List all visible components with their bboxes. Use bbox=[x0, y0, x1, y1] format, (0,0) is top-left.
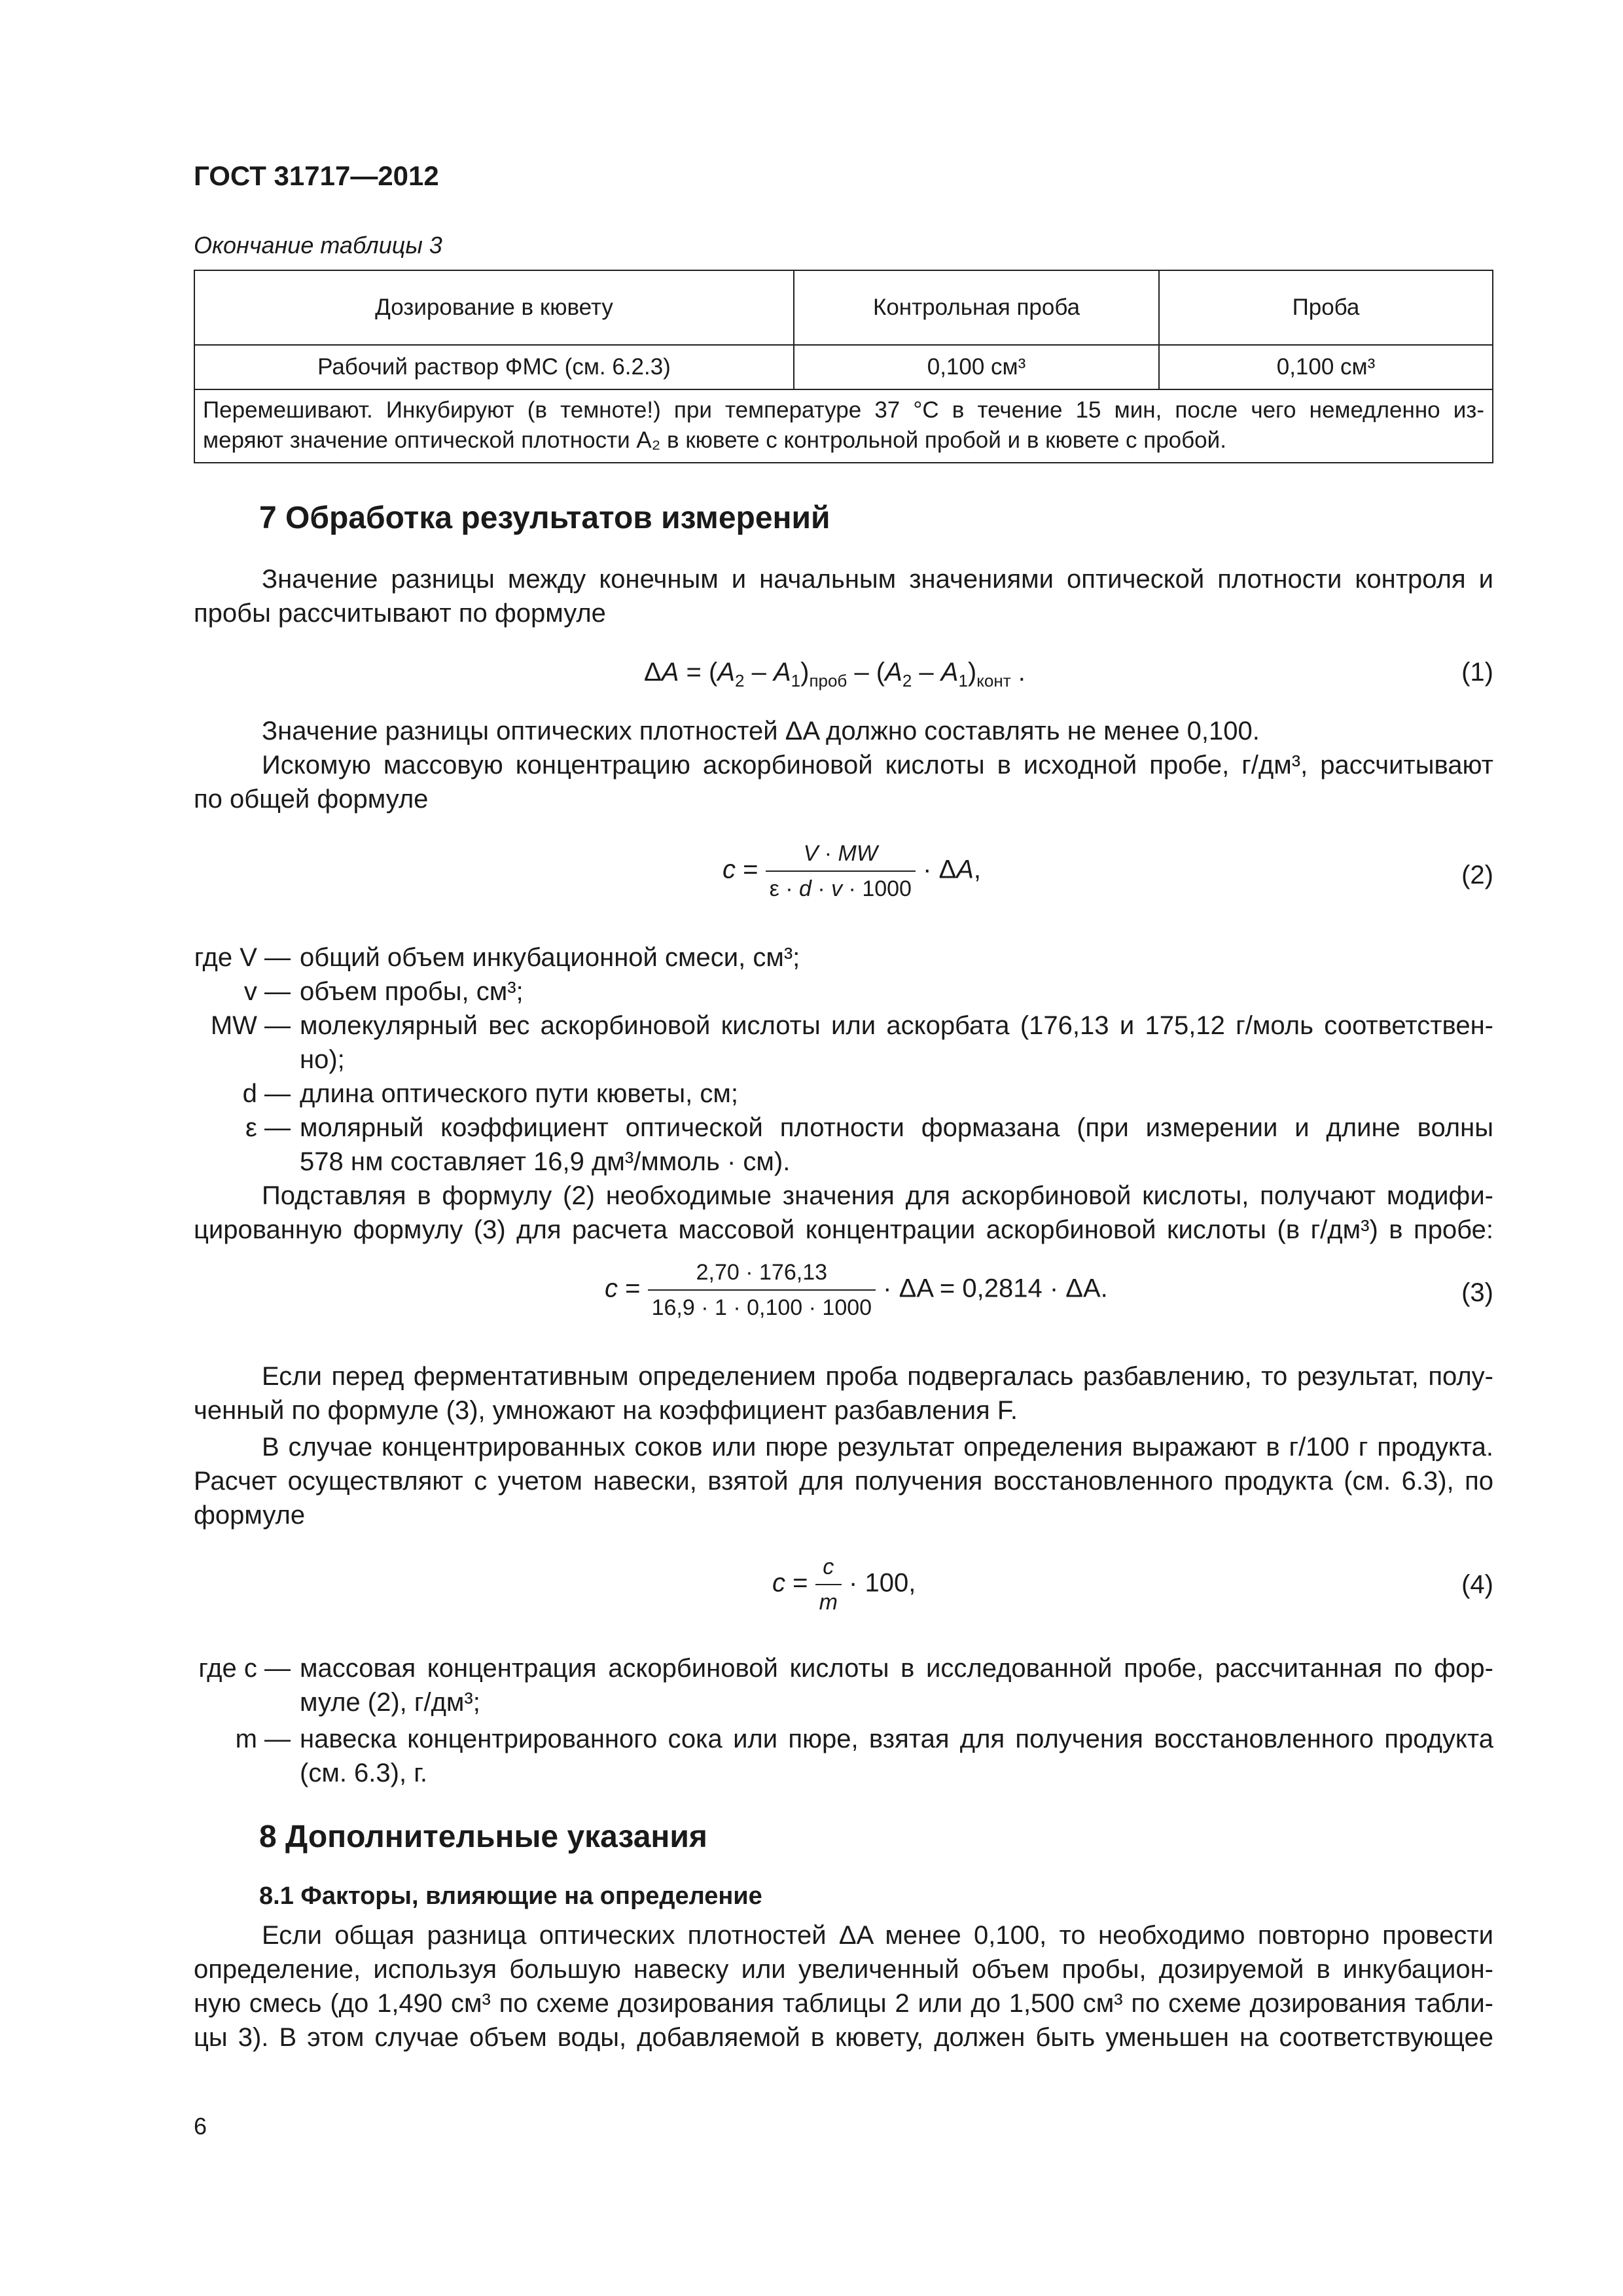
definition-text: навеска концентрированного сока или пюре, взятая для получения восстановленного продукта bbox=[300, 1725, 1493, 1753]
formula-1: $\Delta A = (A_2 - A_1)_{проб} - (A_2 - A_1)_{конт}$ . bbox=[644, 658, 1026, 691]
formula-4-number: (4) bbox=[1461, 1570, 1493, 1599]
paragraph-line: Искомую массовую концентрацию аскорбиновой кислоты в исходной пробе, г/дм³, рассчитывают bbox=[262, 751, 1493, 780]
formula-4: c = $\frac{c}{m}$ · 100, bbox=[772, 1552, 916, 1617]
paragraph-line: ченный по формуле (3), умножают на коэффициент разбавления F. bbox=[194, 1396, 1018, 1425]
standard-code: ГОСТ 31717—2012 bbox=[194, 160, 439, 191]
definition-text: молекулярный вес аскорбиновой кислоты или аскорбата (176,13 и 175,12 г/моль соответствен- bbox=[300, 1011, 1493, 1040]
paragraph-line: Подставляя в формулу (2) необходимые значения для аскорбиновой кислоты, получают модифи- bbox=[262, 1181, 1493, 1210]
table-cell: 0,100 см³ bbox=[794, 345, 1159, 389]
section-8-title: 8 Дополнительные указания bbox=[259, 1820, 707, 1854]
definition-text: (см. 6.3), г. bbox=[300, 1759, 428, 1787]
paragraph-line: Если общая разница оптических плотностей ΔA менее 0,100, то необходимо повторно провести bbox=[262, 1921, 1493, 1950]
definition-text: объем пробы, см³; bbox=[300, 977, 524, 1006]
definition-symbol: d — bbox=[242, 1079, 291, 1108]
subsection-8-1-title: 8.1 Факторы, влияющие на определение bbox=[259, 1882, 762, 1910]
definition-symbol: где V — bbox=[194, 943, 291, 972]
table-row bbox=[194, 345, 1493, 389]
paragraph-line: по общей формуле bbox=[194, 785, 429, 814]
paragraph-line: ную смесь (до 1,490 см³ по схеме дозирования таблицы 2 или до 1,500 см³ по схеме дозирования табли- bbox=[194, 1989, 1493, 2018]
table-note bbox=[194, 389, 1493, 463]
formula-2: c = $\frac{V \cdot MW}{\varepsilon \cdot d \cdot v \cdot 1000}$ · ΔA, bbox=[722, 839, 981, 903]
formula-3-fraction: $\frac{2,70 \cdot 176,13}{16,9 \cdot 1 \cdot 0,100 \cdot 1000}$ bbox=[648, 1258, 876, 1322]
definition-symbol: m — bbox=[235, 1725, 291, 1753]
table-header-cell: Контрольная проба bbox=[794, 270, 1159, 345]
section-7-title: 7 Обработка результатов измерений bbox=[259, 501, 830, 535]
definition-symbol: MW — bbox=[210, 1011, 291, 1040]
formula-1-number: (1) bbox=[1461, 658, 1493, 687]
table-note-line: Перемешивают. Инкубируют (в темноте!) при температуре 37 °С в течение 15 мин, после чего немедленно из- bbox=[203, 397, 1484, 423]
table-header-cell: Дозирование в кювету bbox=[194, 270, 794, 345]
formula-2-number: (2) bbox=[1461, 861, 1493, 889]
definition-text: длина оптического пути кюветы, см; bbox=[300, 1079, 738, 1108]
table-cell: 0,100 см³ bbox=[1159, 345, 1493, 389]
definition-text: но); bbox=[300, 1045, 345, 1074]
definition-symbol: где c — bbox=[198, 1654, 291, 1683]
formula-2-fraction: $\frac{V \cdot MW}{\varepsilon \cdot d \cdot v \cdot 1000}$ bbox=[766, 839, 916, 903]
definition-text: 578 нм составляет 16,9 дм³/ммоль · см). bbox=[300, 1147, 791, 1176]
definition-symbol: v — bbox=[243, 977, 291, 1006]
paragraph-line: В случае концентрированных соков или пюре результат определения выражают в г/100 г продукта. bbox=[262, 1433, 1493, 1462]
dosing-table bbox=[194, 270, 1493, 463]
paragraph-line: Расчет осуществляют с учетом навески, взятой для получения восстановленного продукта (см. 6.3), по bbox=[194, 1467, 1493, 1496]
definition-text: муле (2), г/дм³; bbox=[300, 1688, 480, 1717]
page-number: 6 bbox=[194, 2113, 207, 2140]
paragraph-line: пробы рассчитывают по формуле bbox=[194, 599, 606, 628]
table-header-cell: Проба bbox=[1159, 270, 1493, 345]
paragraph-line: Значение разницы оптических плотностей ΔA должно составлять не менее 0,100. bbox=[262, 717, 1260, 745]
paragraph-line: цированную формулу (3) для расчета массовой концентрации аскорбиновой кислоты (в г/дм³) в пробе: bbox=[194, 1215, 1493, 1244]
table-caption: Окончание таблицы 3 bbox=[194, 232, 442, 259]
paragraph-line: Значение разницы между конечным и начальным значениями оптической плотности контроля и bbox=[262, 565, 1493, 594]
definition-symbol: ε — bbox=[245, 1113, 291, 1142]
definition-text: массовая концентрация аскорбиновой кислоты в исследованной пробе, рассчитанная по фор- bbox=[300, 1654, 1493, 1683]
formula-3: c = $\frac{2,70 \cdot 176,13}{16,9 \cdot 1 \cdot 0,100 \cdot 1000}$ · ΔA = 0,2814 · ΔA. bbox=[605, 1258, 1108, 1322]
paragraph-line: формуле bbox=[194, 1501, 306, 1530]
paragraph-line: определение, используя большую навеску или увеличенный объем пробы, дозируемой в инкубацион- bbox=[194, 1955, 1493, 1984]
formula-4-fraction: $\frac{c}{m}$ bbox=[815, 1552, 842, 1617]
definition-text: молярный коэффициент оптической плотности формазана (при измерении и длине волны bbox=[300, 1113, 1493, 1142]
table-note-row bbox=[194, 389, 1493, 463]
table-cell: Рабочий раствор ФМС (см. 6.2.3) bbox=[194, 345, 794, 389]
table-header-row bbox=[194, 270, 1493, 345]
paragraph-line: Если перед ферментативным определением проба подвергалась разбавлению, то результат, полу- bbox=[262, 1362, 1493, 1391]
paragraph-line: цы 3). В этом случае объем воды, добавляемой в кювету, должен быть уменьшен на соответствующее bbox=[194, 2023, 1493, 2052]
table-note-line: меряют значение оптической плотности A₂ в кювете с контрольной пробой и в кювете с пробой. bbox=[203, 427, 1226, 453]
definition-text: общий объем инкубационной смеси, см³; bbox=[300, 943, 800, 972]
formula-3-number: (3) bbox=[1461, 1278, 1493, 1307]
